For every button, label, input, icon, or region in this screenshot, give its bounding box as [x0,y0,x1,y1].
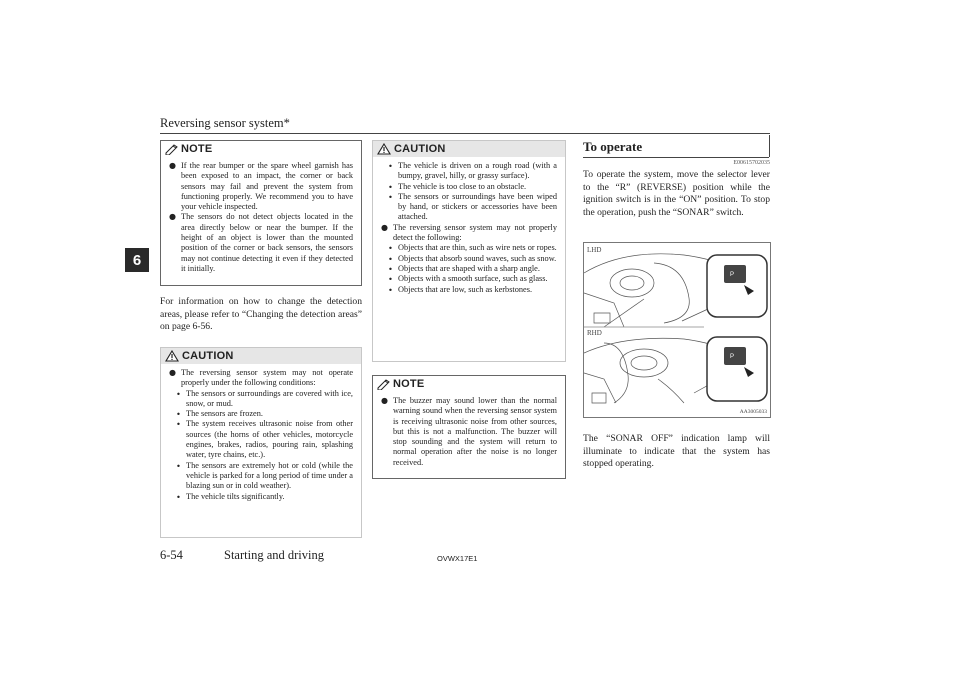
chapter-tab: 6 [125,248,149,272]
caution-subitem: • The sensors or surroundings are covered with ice, snow, or mud. [176,388,353,408]
note-box [160,140,362,286]
section-title: To operate [583,139,643,154]
svg-text:P: P [730,272,735,278]
caution-subitem: • Objects that absorb sound waves, such as snow. [388,253,557,264]
note-header [161,141,361,157]
bullet-icon: ● [169,368,176,377]
caution-label: CAUTION [394,143,446,155]
caution-item: ● The reversing sensor system may not properly detect the following: [381,222,557,243]
sonar-switch-figure [583,242,771,418]
bullet-icon: ● [381,396,388,405]
footer-section: Starting and driving [224,548,324,562]
dashboard-illustration [584,243,771,418]
bullet-icon: ● [169,161,176,170]
page-number: 6-54 [160,548,183,562]
caution-subitem: • Objects that are thin, such as wire nets or ropes. [388,243,557,254]
caution-subitem: • The sensors are frozen. [176,409,263,420]
section-rule-vertical [769,135,770,157]
bullet-icon: ● [381,222,388,232]
note-item: ● The sensors do not detect objects located in the area directly below or near the bumper. If the height of an object is lower than the mounted position of the corner or back sensors, the sensors may not continue detecting it even if they detected it initially. [169,212,353,273]
rhd-label: RHD [587,329,602,337]
lhd-label: LHD [587,246,602,254]
operate-paragraph: To operate the system, move the selector lever to the “R” (REVERSE) position while the ignition switch is in the “ON” position. To stop the operation, push the “SONAR” switch. [583,169,770,218]
note-label: NOTE [393,378,425,390]
caution-subitem: • The vehicle tilts significantly. [176,491,285,502]
note-pencil-icon [165,144,178,155]
caution-subitem: • The sensors or surroundings have been wiped by hand, or stickers or accessories have been attached. [388,191,557,222]
header-rule [160,133,770,134]
caution-subitem: • The vehicle is driven on a rough road (with a bumpy, gravel, hilly, or grassy surface). [388,161,557,181]
note-item: ● If the rear bumper or the spare wheel garnish has been exposed to an impact, the corner or back sensors may fail and prevent the system from functioning properly. We recommend you to have your vehicle inspected. [169,161,353,212]
note-pencil-icon [377,379,390,390]
detection-areas-paragraph: For information on how to change the detection areas, please refer to “Changing the detection areas” on page 6-56. [160,296,362,333]
caution-subitem: • Objects that are low, such as kerbstones. [388,284,533,295]
caution-subitem: • Objects that are shaped with a sharp angle. [388,263,540,274]
caution-label: CAUTION [182,350,234,362]
note-item: ● The buzzer may sound lower than the normal warning sound when the reversing sensor system is receiving ultrasonic noise from other sources, but this is not a malfunction. The buzzer will stop sounding and the system will return to normal operation after the noise is no longer received. [381,396,557,467]
caution-subitem: • The vehicle is too close to an obstacle. [388,181,527,192]
warning-triangle-icon [165,350,179,362]
caution-box-continued [372,140,566,362]
note-label: NOTE [181,143,213,155]
sonar-off-paragraph: The “SONAR OFF” indication lamp will illuminate to indicate that the system has stopped operating. [583,433,770,470]
svg-text:P: P [730,354,735,360]
caution-subitem: • The sensors are extremely hot or cold (while the vehicle is parked for a long period of time under a blazing sun or in cold weather). [176,460,353,491]
warning-triangle-icon [377,143,391,155]
sonar-button-detail-top [707,255,767,317]
caution-subitem: • The system receives ultrasonic noise from other sources (the horns of other vehicles, motorcycle engines, brakes, radios, pouring rain, splashing water, tyre chains, etc.). [176,419,353,460]
section-code: E00615702035 [733,160,770,166]
caution-item: ● The reversing sensor system may not operate properly under the following conditions: [169,368,353,388]
caution-header [373,141,565,157]
note-box-2 [372,375,566,479]
note-header [373,376,565,392]
running-header: Reversing sensor system* [160,116,290,130]
caution-header [161,348,361,364]
footer-code: OVWX17E1 [437,554,478,563]
caution-box [160,347,362,538]
section-rule [583,157,769,158]
bullet-icon: ● [169,212,176,222]
sonar-button-detail-bottom [707,337,767,401]
figure-code: AA3005033 [739,409,767,415]
caution-subitem: • Objects with a smooth surface, such as glass. [388,274,548,285]
